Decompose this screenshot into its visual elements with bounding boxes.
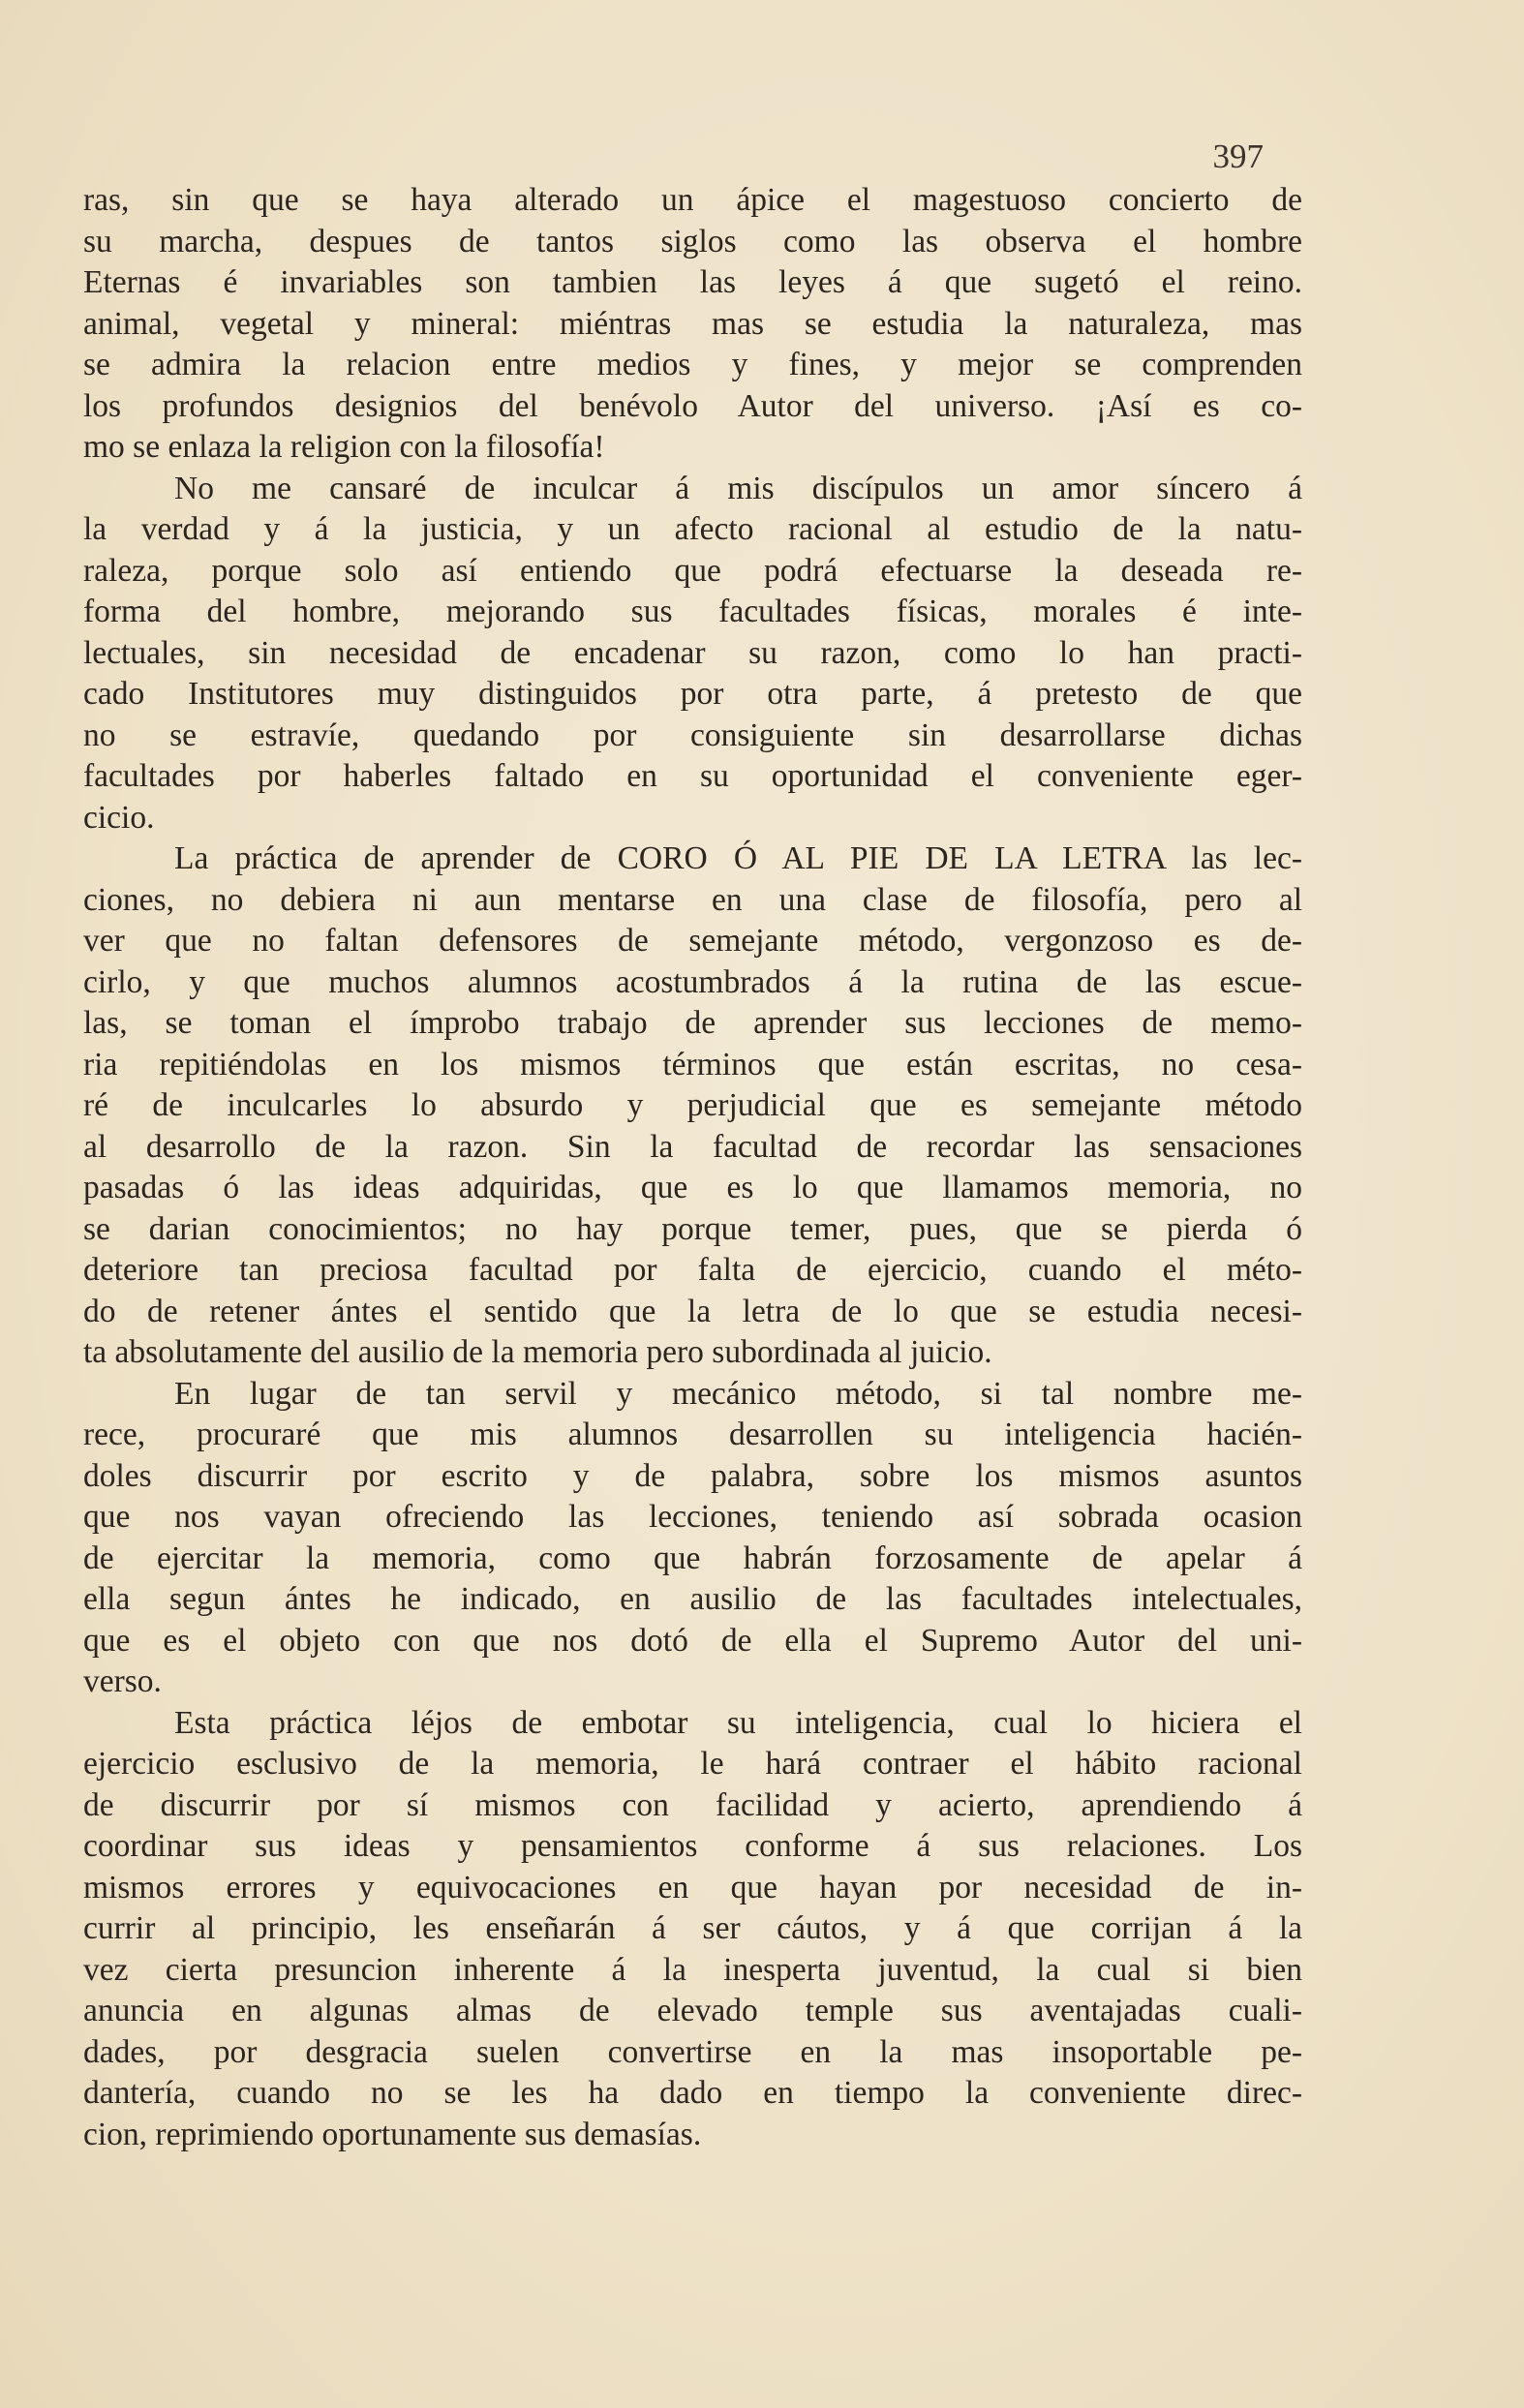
text-line: doles discurrir por escrito y de palabra, sobre los mismos asuntos — [83, 1457, 1302, 1494]
text-line: las, se toman el ímprobo trabajo de aprender sus lecciones de memo- — [83, 1005, 1302, 1041]
text-line: la verdad y á la justicia, y un afecto racional al estudio de la natu- — [83, 511, 1302, 547]
text-line: dantería, cuando no se les ha dado en tiempo la conveniente direc- — [83, 2075, 1302, 2111]
text-line: de discurrir por sí mismos con facilidad y acierto, aprendiendo á — [83, 1786, 1302, 1823]
text-line: currir al principio, les enseñarán á ser cáutos, y á que corrijan á la — [83, 1910, 1302, 1946]
text-line: cion, reprimiendo oportunamente sus demasías. — [83, 2116, 702, 2152]
text-line: ras, sin que se haya alterado un ápice el magestuoso concierto de — [83, 182, 1302, 218]
text-line: verso. — [83, 1663, 162, 1699]
text-line: ria repitiéndolas en los mismos términos que están escritas, no cesa- — [83, 1046, 1302, 1082]
text-line: se admira la relacion entre medios y fines, y mejor se comprenden — [83, 347, 1302, 382]
text-line: ejercicio esclusivo de la memoria, le hará contraer el hábito racional — [83, 1746, 1302, 1782]
text-line: do de retener ántes el sentido que la letra de lo que se estudia necesi- — [83, 1293, 1302, 1329]
text-line: que es el objeto con que nos dotó de ella el Supremo Autor del uni- — [83, 1622, 1302, 1659]
text-line: mo se enlaza la religion con la filosofía! — [83, 429, 605, 465]
text-line: cicio. — [83, 799, 155, 836]
text-line: dades, por desgracia suelen convertirse en la mas insoportable pe- — [83, 2033, 1302, 2070]
text-line: que nos vayan ofreciendo las lecciones, teniendo así sobrada ocasion — [83, 1499, 1302, 1535]
text-line: deteriore tan preciosa facultad por falta de ejercicio, cuando el méto- — [83, 1252, 1302, 1288]
text-line: anuncia en algunas almas de elevado temple sus aventajadas cuali- — [83, 1993, 1302, 2028]
text-line: En lugar de tan servil y mecánico método, si tal nombre me- — [174, 1375, 1302, 1412]
body-text — [83, 180, 1302, 2155]
text-line: cirlo, y que muchos alumnos acostumbrados á la rutina de las escue- — [83, 963, 1302, 1000]
text-line: cado Institutores muy distinguidos por otra parte, á pretesto de que — [83, 676, 1302, 712]
text-line: al desarrollo de la razon. Sin la facultad de recordar las sensaciones — [83, 1128, 1302, 1165]
text-line: La práctica de aprender de CORO Ó AL PIE DE LA LETRA las lec- — [174, 840, 1302, 876]
text-line: se darian conocimientos; no hay porque temer, pues, que se pierda ó — [83, 1210, 1302, 1247]
page-number: 397 — [1212, 137, 1264, 175]
text-line: los profundos designios del benévolo Autor del universo. ¡Así es co- — [83, 387, 1302, 424]
text-line: Esta práctica léjos de embotar su inteligencia, cual lo hiciera el — [174, 1704, 1302, 1741]
text-line: facultades por haberles faltado en su oportunidad el conveniente eger- — [83, 758, 1302, 794]
text-line: ella segun ántes he indicado, en ausilio de las facultades intelectuales, — [83, 1581, 1302, 1617]
text-line: Eternas é invariables son tambien las leyes á que sugetó el reino. — [83, 264, 1302, 300]
text-line: pasadas ó las ideas adquiridas, que es lo que llamamos memoria, no — [83, 1170, 1302, 1205]
text-line: ré de inculcarles lo absurdo y perjudicial que es semejante método — [83, 1087, 1302, 1123]
text-line: rece, procuraré que mis alumnos desarrollen su inteligencia hacién- — [83, 1417, 1302, 1452]
text-line: forma del hombre, mejorando sus facultades físicas, morales é inte- — [83, 594, 1302, 629]
text-line: ver que no faltan defensores de semejante método, vergonzoso es de- — [83, 923, 1302, 959]
text-line: vez cierta presuncion inherente á la inesperta juventud, la cual si bien — [83, 1951, 1302, 1988]
text-line: animal, vegetal y mineral: miéntras mas se estudia la naturaleza, mas — [83, 305, 1302, 342]
text-line: mismos errores y equivocaciones en que hayan por necesidad de in- — [83, 1869, 1302, 1905]
text-line: su marcha, despues de tantos siglos como las observa el hombre — [83, 223, 1302, 259]
text-line: de ejercitar la memoria, como que habrán forzosamente de apelar á — [83, 1539, 1302, 1576]
text-line: lectuales, sin necesidad de encadenar su razon, como lo han practi- — [83, 634, 1302, 671]
text-line: ta absolutamente del ausilio de la memoria pero subordinada al juicio. — [83, 1334, 992, 1370]
text-line: coordinar sus ideas y pensamientos conforme á sus relaciones. Los — [83, 1828, 1302, 1864]
text-line: no se estravíe, quedando por consiguiente sin desarrollarse dichas — [83, 716, 1302, 753]
text-line: No me cansaré de inculcar á mis discípulos un amor síncero á — [174, 470, 1302, 506]
text-line: raleza, porque solo así entiendo que podrá efectuarse la deseada re- — [83, 552, 1302, 589]
text-line: ciones, no debiera ni aun mentarse en una clase de filosofía, pero al — [83, 881, 1302, 918]
